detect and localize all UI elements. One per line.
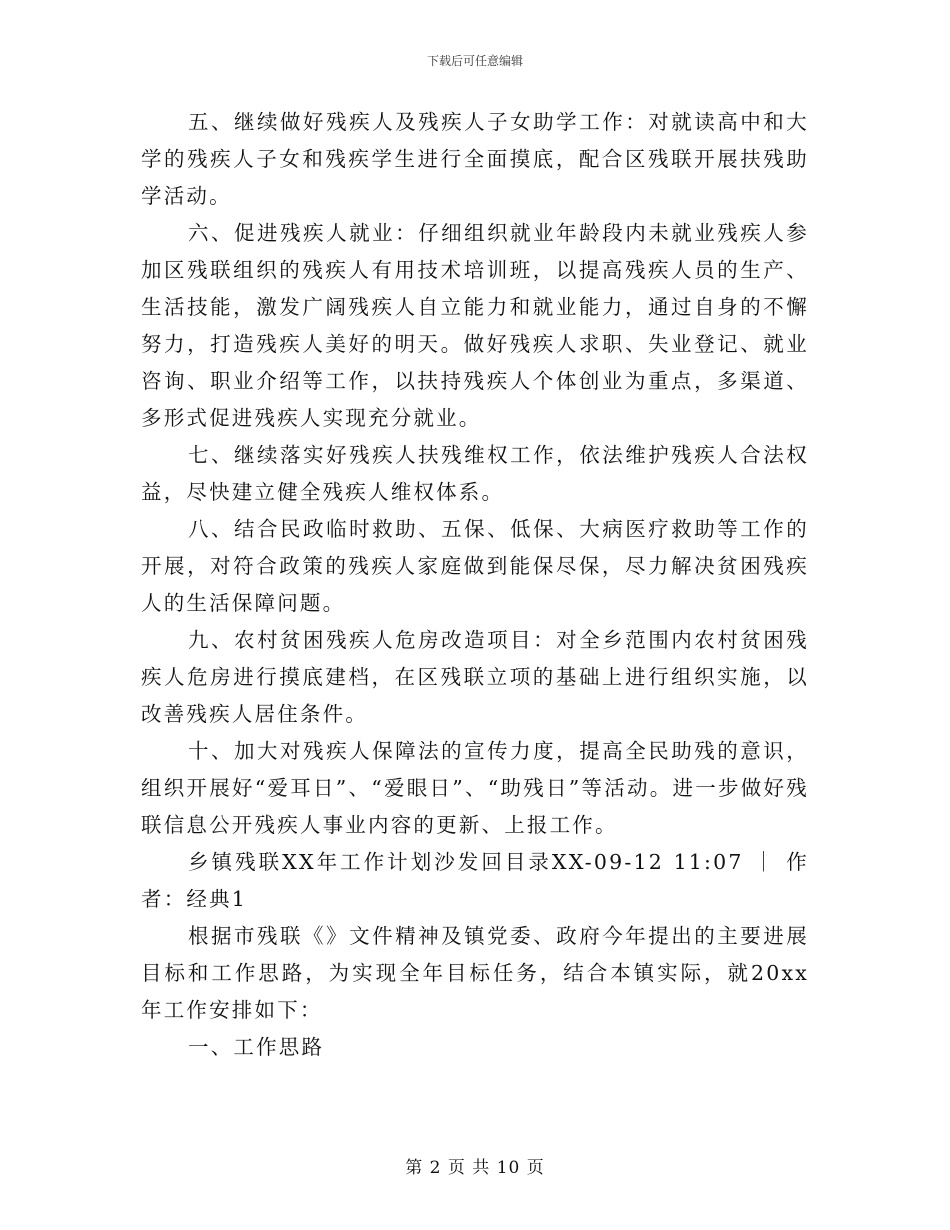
paragraph-item-6: 六、促进残疾人就业：仔细组织就业年龄段内未就业残疾人参加区残联组织的残疾人有用技术培训班，以提高残疾人员的生产、生活技能，激发广阔残疾人自立能力和就业能力，通过自身的不懈努力，打造残疾人美好的明天。做好残疾人求职、失业登记、就业咨询、职业介绍等工作，以扶持残疾人个体创业为重点，多渠道、多形式促进残疾人实现充分就业。: [141, 221, 809, 430]
paragraph-item-7: 七、继续落实好残疾人扶残维权工作，依法维护残疾人合法权益，尽快建立健全残疾人维权体系。: [141, 443, 809, 504]
intro-paragraph: 根据市残联《》文件精神及镇党委、政府今年提出的主要进展目标和工作思路，为实现全年目标任务，结合本镇实际，就20xx年工作安排如下：: [141, 924, 809, 1022]
paragraph-item-5: 五、继续做好残疾人及残疾人子女助学工作：对就读高中和大学的残疾人子女和残疾学生进行全面摸底，配合区残联开展扶残助学活动。: [141, 110, 809, 208]
paragraph-item-8: 八、结合民政临时救助、五保、低保、大病医疗救助等工作的开展，对符合政策的残疾人家庭做到能保尽保，尽力解决贫困残疾人的生活保障问题。: [141, 517, 809, 615]
page-header: 下载后可任意编辑: [426, 54, 523, 68]
section-heading: 一、工作思路: [188, 1035, 325, 1059]
paragraph-item-10: 十、加大对残疾人保障法的宣传力度，提高全民助残的意识，组织开展好“爱耳日”、“爱眼日”、“助残日”等活动。进一步做好残联信息公开残疾人事业内容的更新、上报工作。: [141, 739, 809, 837]
page-footer: 第 2 页 共 10 页: [405, 1158, 545, 1178]
article-title-line: 乡镇残联XX年工作计划沙发回目录XX-09-12 11:07 ｜ 作者：经典1: [141, 850, 809, 911]
document-body: [141, 104, 809, 1066]
paragraph-item-9: 九、农村贫困残疾人危房改造项目：对全乡范围内农村贫困残疾人危房进行摸底建档，在区残联立项的基础上进行组织实施，以改善残疾人居住条件。: [141, 628, 809, 726]
